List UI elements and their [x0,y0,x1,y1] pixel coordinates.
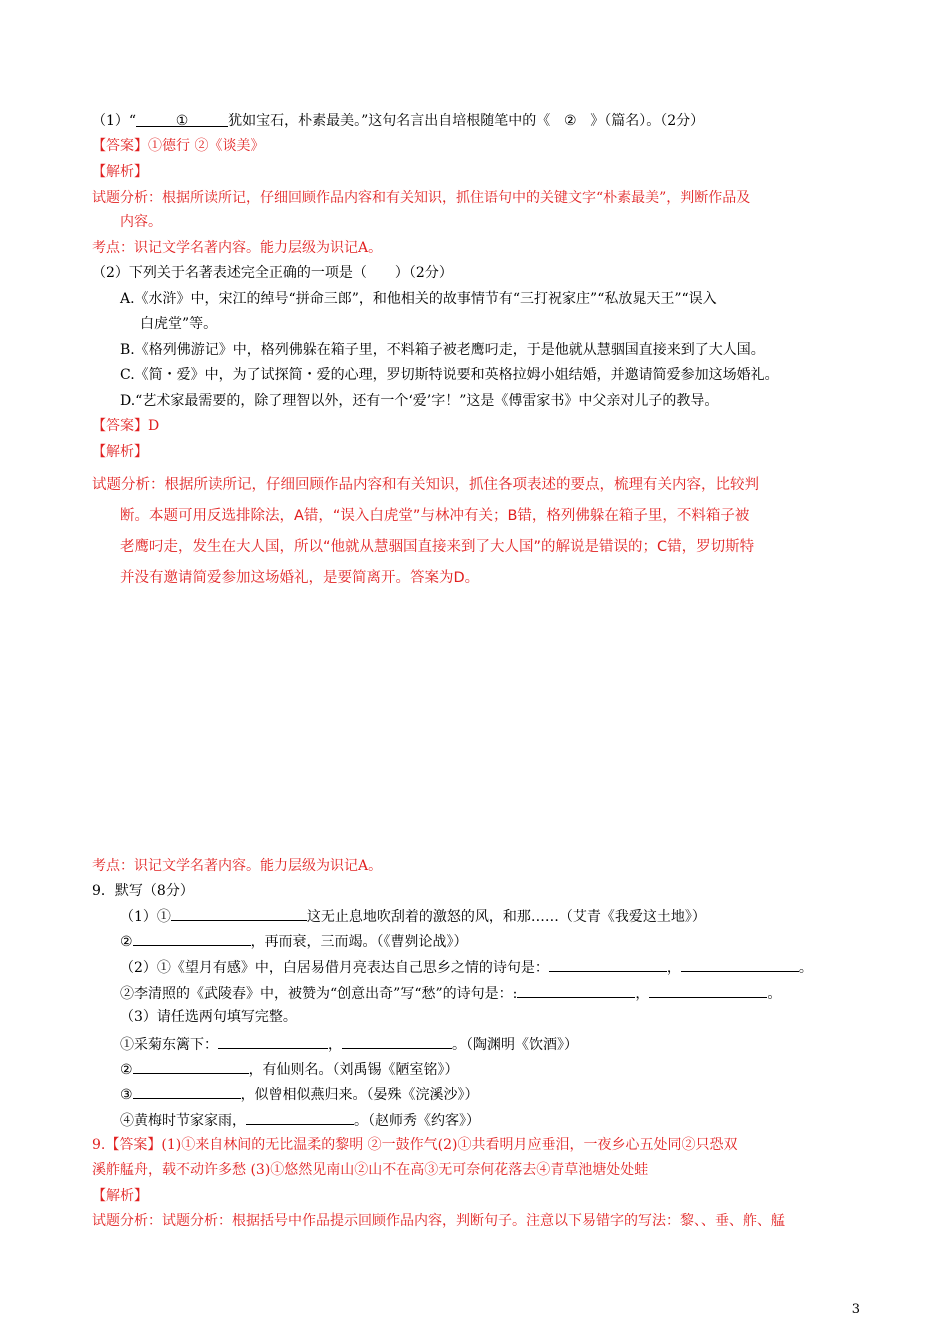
q2-analysis-label: 【解析】 [92,444,148,460]
q9-analysis-line: 试题分析：试题分析：根据括号中作品提示回顾作品内容，判断句子。注意以下易错字的写法：黎、、垂、舴、艋 [92,1213,785,1229]
q2-answer: 【答案】D [92,418,160,434]
q9-analysis-label: 【解析】 [92,1188,148,1204]
blank[interactable] [517,983,635,998]
blank[interactable] [218,1034,328,1049]
q2-analysis-line: 断。本题可用反选排除法，A错，“误入白虎堂”与林冲有关；B错，格列佛躲在箱子里，不料箱子被 [120,508,750,524]
q2-point: 考点：识记文学名著内容。能力层级为识记A。 [92,858,383,874]
q1-answer: 【答案】①德行 ②《谈美》 [92,138,265,154]
q9-answer-cont: 溪舴艋舟，载不动许多愁 (3)①悠然见南山②山不在高③无可奈何花落去④青草池塘处处蛙 [92,1162,649,1178]
blank[interactable] [246,1110,354,1125]
page-number: 3 [851,1302,860,1317]
q2-option-b: B.《格列佛游记》中，格列佛躲在箱子里，不料箱子被老鹰叼走，于是他就从慧骃国直接来到了大人国。 [120,342,765,358]
q9-line-7: ② ，有仙则名。（刘禹锡《陋室铭》） [120,1059,459,1079]
q9-answer: 9.【答案】(1)①来自林间的无比温柔的黎明 ②一鼓作气(2)①共看明月应垂泪，一夜乡心五处同②只恐双 [92,1137,738,1153]
q2-analysis-line: 并没有邀请简爱参加这场婚礼，是要简离开。答案为D。 [120,570,480,586]
blank[interactable] [133,1059,249,1074]
q9-title: 9．默写（8分） [92,883,194,899]
blank[interactable] [171,906,307,921]
q9-line-1: （1）① 这无止息地吹刮着的激怒的风，和那……（艾青《我爱这土地》） [120,906,706,926]
q1-point: 考点：识记文学名著内容。能力层级为识记A。 [92,240,383,256]
blank[interactable] [649,983,767,998]
q2-analysis-line: 试题分析：根据所读所记，仔细回顾作品内容和有关知识，抓住各项表述的要点，梳理有关内容，比较判 [92,477,759,493]
q2-option-d: D.“艺术家最需要的，除了理智以外，还有一个‘爱’字！”这是《傅雷家书》中父亲对儿子的教导。 [120,393,719,409]
q9-line-5: （3）请任选两句填写完整。 [120,1009,297,1025]
q1-analysis-label: 【解析】 [92,164,148,180]
q9-line-9: ④黄梅时节家家雨， 。（赵师秀《约客》） [120,1110,480,1130]
q1-blank-2[interactable]: ② [563,113,577,129]
q9-line-8: ③ ，似曾相似燕归来。（晏殊《浣溪沙》） [120,1084,479,1104]
q2-stem: （2）下列关于名著表述完全正确的一项是（ ）（2分） [92,265,453,281]
q1-analysis-line: 试题分析：根据所读所记，仔细回顾作品内容和有关知识，抓住语句中的关键文字“朴素最美”，判断作品及 [92,190,751,206]
q1-stem: （1）“ ① 犹如宝石，朴素最美。”这句名言出自培根随笔中的《 ② 》（篇名）。（2分） [92,113,705,129]
q9-line-2: ② ，再而衰，三而竭。（《曹刿论战》） [120,931,468,951]
q2-option-a-cont: 白虎堂”等。 [140,316,218,332]
q1-blank-1[interactable]: ① [136,112,228,127]
blank[interactable] [681,957,799,972]
blank[interactable] [133,1084,241,1099]
blank[interactable] [549,957,667,972]
q2-option-a: A.《水浒》中，宋江的绰号“拼命三郎”，和他相关的故事情节有“三打祝家庄”“私放晁天王”“误入 [120,291,717,307]
q9-line-6: ①采菊东篱下： ， 。（陶渊明《饮酒》） [120,1034,578,1054]
q9-line-3: （2）①《望月有感》中，白居易借月亮表达自己思乡之情的诗句是： ， 。 [120,957,813,977]
q9-line-4: ②李清照的《武陵春》中，被赞为“创意出奇”写“愁”的诗句是：: ， 。 [120,983,781,1003]
blank[interactable] [133,931,251,946]
q1-analysis-line: 内容。 [120,214,162,230]
q2-analysis-line: 老鹰叼走，发生在大人国，所以“他就从慧骃国直接来到了大人国”的解说是错误的；C错，罗切斯特 [120,539,755,555]
blank[interactable] [342,1034,452,1049]
q2-option-c: C.《简・爱》中，为了试探简・爱的心理，罗切斯特说要和英格拉姆小姐结婚，并邀请简爱参加这场婚礼。 [120,367,779,383]
